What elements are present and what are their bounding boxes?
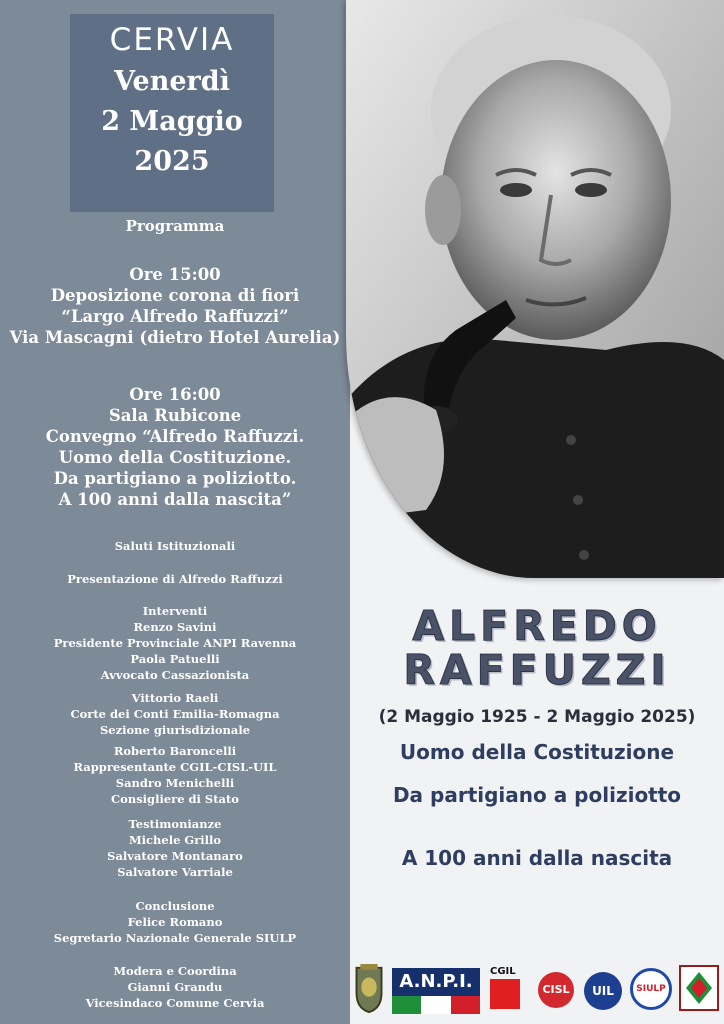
conclusione-line: Segretario Nazionale Generale SIULP xyxy=(53,931,297,945)
modera-title: Modera e Coordina xyxy=(113,964,237,978)
portrait-illustration xyxy=(346,0,724,578)
speaker-line: Vittorio Raeli xyxy=(131,691,219,705)
witness-line: Salvatore Varriale xyxy=(117,865,233,879)
session-1-time: Ore 15:00 xyxy=(129,265,221,284)
speaker-line: Renzo Savini xyxy=(133,620,217,634)
siulp-logo: SIULP xyxy=(630,968,672,1010)
speaker-line: Sandro Menichelli xyxy=(115,776,235,790)
life-dates: (2 Maggio 1925 - 2 Maggio 2025) xyxy=(378,707,696,727)
saluti: Saluti Istituzionali xyxy=(114,539,236,553)
date-label: 2 Maggio xyxy=(101,106,243,137)
session-2-line: A 100 anni dalla nascita” xyxy=(58,490,292,509)
cgil-logo-text: CGIL xyxy=(490,966,516,977)
session-2 xyxy=(0,384,350,510)
first-name: ALFREDO xyxy=(412,602,662,650)
session-1-line: Deposizione corona di fiori xyxy=(50,286,300,305)
city-title: CERVIA xyxy=(109,22,235,58)
uil-logo: UIL xyxy=(584,972,622,1010)
witness-line: Michele Grillo xyxy=(128,833,222,847)
portrait-photo xyxy=(346,0,724,578)
anpi-logo xyxy=(392,968,480,1014)
conclusione-block xyxy=(0,898,350,946)
name-block xyxy=(350,604,724,692)
tagline-1: Uomo della Costituzione xyxy=(399,740,675,764)
day-label: Venerdì xyxy=(114,66,230,97)
speaker-line: Consigliere di Stato xyxy=(111,792,239,806)
witness-line: Salvatore Montanaro xyxy=(107,849,243,863)
session-1-line: “Largo Alfredo Raffuzzi” xyxy=(61,307,289,326)
session-1-line: Via Mascagni (dietro Hotel Aurelia) xyxy=(9,328,341,347)
interventi-block xyxy=(0,603,350,683)
cgil-logo xyxy=(490,966,526,1014)
program-heading: Programma xyxy=(125,217,225,235)
session-2-line: Convegno “Alfredo Raffuzzi. xyxy=(45,427,305,446)
presentazione: Presentazione di Alfredo Raffuzzi xyxy=(67,572,283,586)
speaker-line: Roberto Baroncelli xyxy=(113,744,237,758)
crest-icon xyxy=(678,964,720,1014)
conclusione-line: Felice Romano xyxy=(127,915,223,929)
session-2-time: Ore 16:00 xyxy=(129,385,221,404)
speaker-line: Paola Patuelli xyxy=(130,652,220,666)
tagline-2: Da partigiano a poliziotto xyxy=(392,783,682,807)
session-1 xyxy=(0,264,350,348)
anpi-logo-text: A.N.P.I. xyxy=(392,968,480,996)
session-2-line: Da partigiano a poliziotto. xyxy=(53,469,297,488)
cervia-crest-icon xyxy=(352,964,386,1014)
speaker-line: Avvocato Cassazionista xyxy=(100,668,250,682)
year-label: 2025 xyxy=(134,146,210,177)
testimonianze-title: Testimonianze xyxy=(128,817,222,831)
last-name: RAFFUZZI xyxy=(403,646,671,694)
speaker-line: Presidente Provinciale ANPI Ravenna xyxy=(53,636,297,650)
speaker-line: Rappresentante CGIL-CISL-UIL xyxy=(73,760,277,774)
anpi-flag xyxy=(392,996,480,1014)
conclusione-title: Conclusione xyxy=(135,899,215,913)
interventi-block-3 xyxy=(0,743,350,807)
header-box xyxy=(70,14,274,212)
sponsor-logos xyxy=(352,964,722,1018)
modera-block xyxy=(0,963,350,1011)
interventi-title: Interventi xyxy=(142,604,208,618)
modera-line: Gianni Grandu xyxy=(127,980,223,994)
speaker-line: Sezione giurisdizionale xyxy=(99,723,251,737)
speaker-line: Corte dei Conti Emilia-Romagna xyxy=(70,707,280,721)
session-2-line: Uomo della Costituzione. xyxy=(58,448,292,467)
modera-line: Vicesindaco Comune Cervia xyxy=(85,996,265,1010)
cisl-logo: CISL xyxy=(538,972,574,1008)
testimonianze-block xyxy=(0,816,350,880)
tagline-3: A 100 anni dalla nascita xyxy=(401,846,673,870)
interventi-block-2 xyxy=(0,690,350,738)
session-2-line: Sala Rubicone xyxy=(108,406,242,425)
